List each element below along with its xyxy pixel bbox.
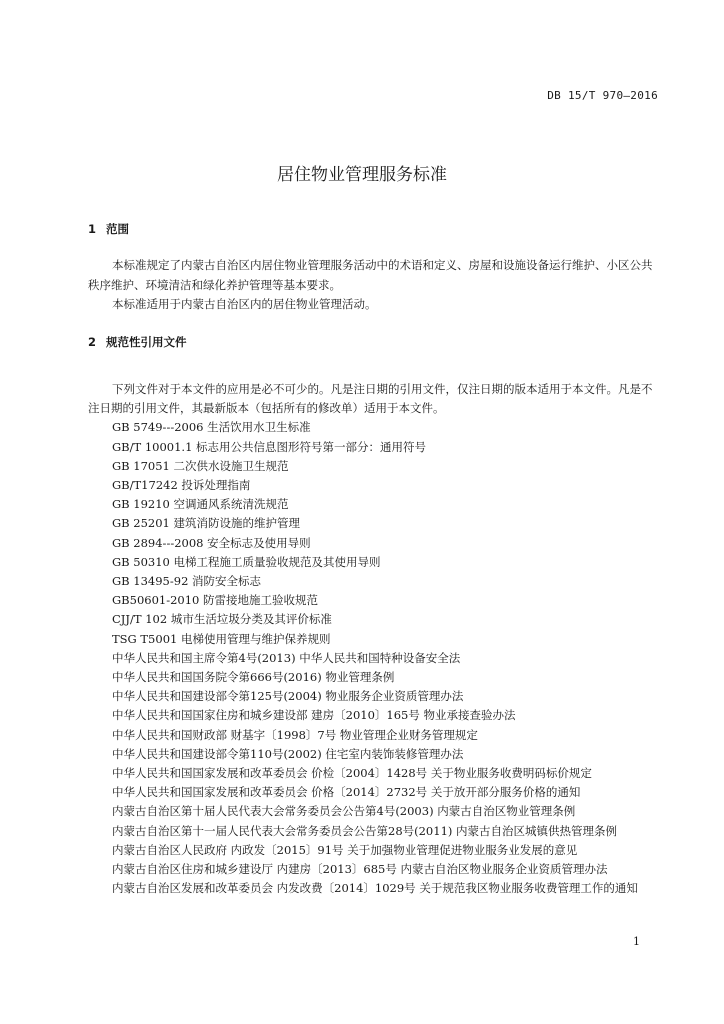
reference-item: 中华人民共和国国务院令第666号(2016) 物业管理条例 [112, 670, 395, 685]
reference-item: GB 2894---2008 安全标志及使用导则 [112, 535, 311, 550]
reference-item: GB 50310 电梯工程施工质量验收规范及其使用导则 [112, 554, 381, 569]
section-2-intro: 下列文件对于本文件的应用是必不可少的。凡是注日期的引用文件，仅注日期的版本适用于本文件。凡是不注日期的引用文件，其最新版本（包括所有的修改单）适用于本文件。 [88, 382, 653, 416]
reference-item: 内蒙古自治区第十届人民代表大会常务委员会公告第4号(2003) 内蒙古自治区物业管理条例 [112, 804, 576, 819]
document-title: 居住物业管理服务标准 [277, 165, 447, 185]
reference-item: GB/T 10001.1 标志用公共信息图形符号第一部分：通用符号 [112, 439, 427, 454]
reference-item: GB50601-2010 防雷接地施工验收规范 [112, 593, 319, 608]
reference-item: 中华人民共和国国家住房和城乡建设部 建房〔2010〕165号 物业承接查验办法 [112, 708, 516, 723]
reference-item: 中华人民共和国建设部令第110号(2002) 住宅室内装饰装修管理办法 [112, 746, 464, 761]
section-1-paragraph-2: 本标准适用于内蒙古自治区内的居住物业管理活动。 [112, 297, 377, 311]
reference-item: GB 25201 建筑消防设施的维护管理 [112, 516, 301, 531]
reference-item: 中华人民共和国建设部令第125号(2004) 物业服务企业资质管理办法 [112, 689, 464, 704]
reference-item: GB 17051 二次供水设施卫生规范 [112, 458, 289, 473]
section-2-title: 规范性引用文件 [106, 335, 187, 349]
section-2-number: 2 [88, 335, 97, 349]
reference-item: 中华人民共和国国家发展和改革委员会 价格〔2014〕2732号 关于放开部分服务价格的通知 [112, 785, 581, 800]
reference-item: 内蒙古自治区发展和改革委员会 内发改费〔2014〕1029号 关于规范我区物业服务收费管理工作的通知 [112, 881, 638, 896]
standard-code: DB 15/T 970—2016 [547, 89, 658, 102]
reference-item: 中华人民共和国国家发展和改革委员会 价检〔2004〕1428号 关于物业服务收费明码标价规定 [112, 766, 592, 781]
reference-item: CJJ/T 102 城市生活垃圾分类及其评价标准 [112, 612, 332, 627]
section-1-paragraph-1: 本标准规定了内蒙古自治区内居住物业管理服务活动中的术语和定义、房屋和设施设备运行维护、小区公共秩序维护、环境清洁和绿化养护管理等基本要求。 [88, 258, 653, 292]
reference-item: GB 5749---2006 生活饮用水卫生标准 [112, 420, 311, 435]
reference-item: GB 13495-92 消防安全标志 [112, 574, 262, 589]
reference-item: 内蒙古自治区人民政府 内政发〔2015〕91号 关于加强物业管理促进物业服务业发展的意见 [112, 842, 578, 857]
page-number: 1 [633, 935, 640, 948]
reference-item: 内蒙古自治区第十一届人民代表大会常务委员会公告第28号(2011) 内蒙古自治区城镇供热管理条例 [112, 823, 618, 838]
normative-references [88, 380, 660, 898]
reference-item: 内蒙古自治区住房和城乡建设厅 内建房〔2013〕685号 内蒙古自治区物业服务企业资质管理办法 [112, 862, 608, 877]
section-2-heading [88, 334, 187, 350]
reference-item: 中华人民共和国财政部 财基字〔1998〕7号 物业管理企业财务管理规定 [112, 727, 478, 742]
reference-item: GB 19210 空调通风系统清洗规范 [112, 497, 289, 512]
section-1-title: 范围 [106, 222, 129, 236]
section-1-number: 1 [88, 222, 97, 236]
section-1-heading [88, 221, 129, 237]
reference-item: GB/T17242 投诉处理指南 [112, 478, 251, 493]
reference-item: TSG T5001 电梯使用管理与维护保养规则 [112, 631, 331, 646]
reference-item: 中华人民共和国主席令第4号(2013) 中华人民共和国特种设备安全法 [112, 650, 461, 665]
